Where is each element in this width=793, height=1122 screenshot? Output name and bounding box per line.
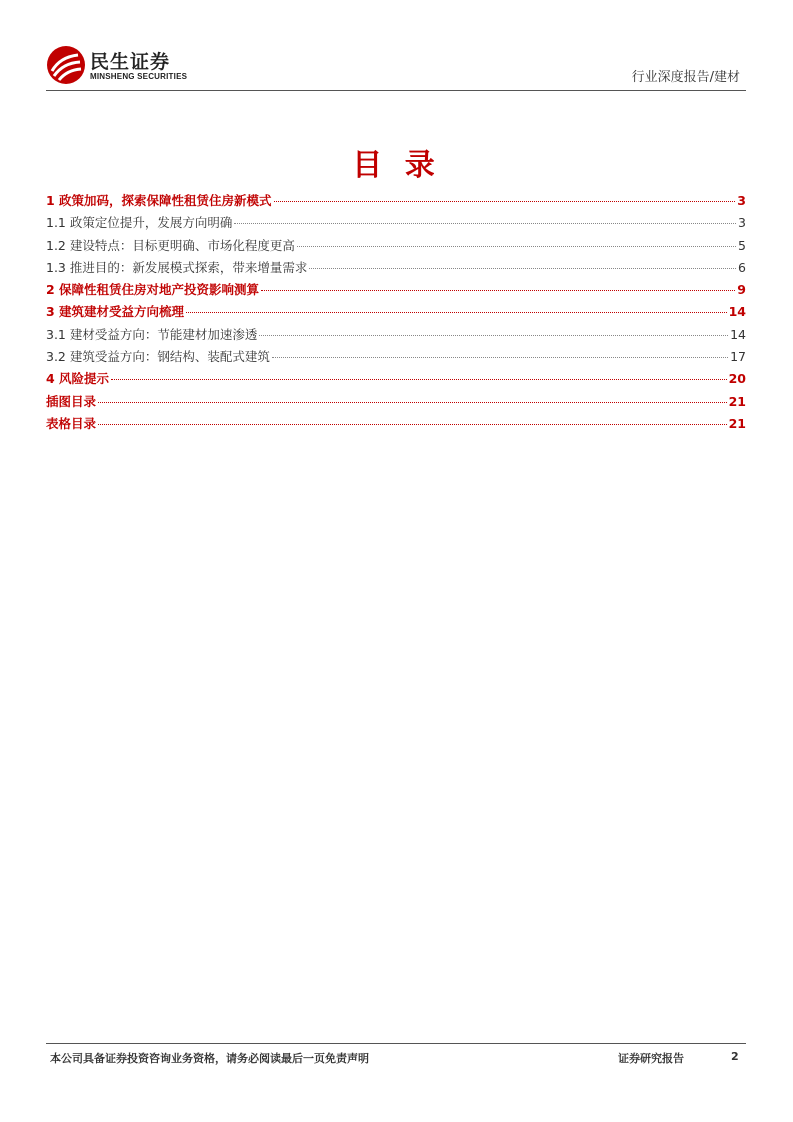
toc-leader-dots (111, 379, 727, 380)
report-type: 行业深度报告/建材 (631, 70, 740, 85)
toc-entry-label: 3.1 建材受益方向：节能建材加速渗透 (46, 326, 258, 342)
toc-entry-page: 9 (737, 282, 746, 298)
toc-entry[interactable] (46, 280, 746, 302)
toc-entry-page: 6 (738, 259, 746, 275)
toc-entry[interactable] (46, 325, 746, 347)
toc-entry-page: 20 (728, 371, 746, 387)
toc-leader-dots (186, 312, 727, 313)
toc-entry-page: 17 (730, 349, 746, 365)
toc-entry[interactable] (46, 392, 746, 414)
footer-divider (46, 1043, 746, 1044)
minsheng-logo-icon (46, 45, 86, 85)
footer-doc-type: 证券研究报告 (618, 1052, 684, 1065)
toc-entry[interactable] (46, 347, 746, 369)
footer-page-number: 2 (731, 1050, 739, 1063)
toc-entry-label: 表格目录 (46, 415, 97, 431)
toc-entry-label: 3.2 建筑受益方向：钢结构、装配式建筑 (46, 349, 270, 365)
toc-entry-label: 1.3 推进目的：新发展模式探索，带来增量需求 (46, 259, 308, 275)
toc-entry[interactable] (46, 213, 746, 235)
toc-entry-page: 21 (728, 415, 746, 431)
toc-leader-dots (309, 268, 736, 269)
toc-entry-label: 1.1 政策定位提升，发展方向明确 (46, 215, 233, 231)
toc-entry[interactable] (46, 191, 746, 213)
toc-entry[interactable] (46, 258, 746, 280)
logo-text-en: MINSHENG SECURITIES (90, 72, 188, 81)
footer-disclaimer: 本公司具备证券投资咨询业务资格，请务必阅读最后一页免责声明 (50, 1052, 369, 1065)
toc-entry[interactable] (46, 369, 746, 391)
toc-leader-dots (259, 335, 728, 336)
toc-entry[interactable] (46, 302, 746, 324)
toc-entry-label: 1.2 建设特点：目标更明确、市场化程度更高 (46, 237, 295, 253)
toc-entry-page: 3 (737, 193, 746, 208)
logo-text-cn: 民生证券 (90, 51, 171, 73)
toc-entry-label: 插图目录 (46, 393, 97, 409)
toc-leader-dots (274, 201, 736, 202)
toc-leader-dots (272, 357, 728, 358)
toc-entry-label: 2 保障性租赁住房对地产投资影响测算 (46, 282, 260, 298)
toc-entry[interactable] (46, 236, 746, 258)
toc-leader-dots (98, 402, 727, 403)
table-of-contents (46, 191, 746, 436)
toc-entry-page: 3 (738, 215, 746, 231)
toc-entry-page: 14 (728, 304, 746, 320)
toc-leader-dots (234, 223, 736, 224)
page-header (46, 40, 746, 92)
toc-title: 目 录 (352, 148, 441, 183)
toc-entry-page: 14 (730, 326, 746, 342)
toc-entry-label: 4 风险提示 (46, 371, 110, 387)
toc-entry-label: 1 政策加码，探索保障性租赁住房新模式 (46, 193, 272, 208)
toc-leader-dots (98, 424, 727, 425)
toc-entry-page: 21 (728, 393, 746, 409)
company-logo (46, 45, 216, 90)
header-divider (46, 90, 746, 91)
toc-leader-dots (297, 246, 736, 247)
toc-entry[interactable] (46, 414, 746, 436)
toc-leader-dots (261, 290, 735, 291)
toc-entry-label: 3 建筑建材受益方向梳理 (46, 304, 185, 320)
toc-entry-page: 5 (738, 237, 746, 253)
